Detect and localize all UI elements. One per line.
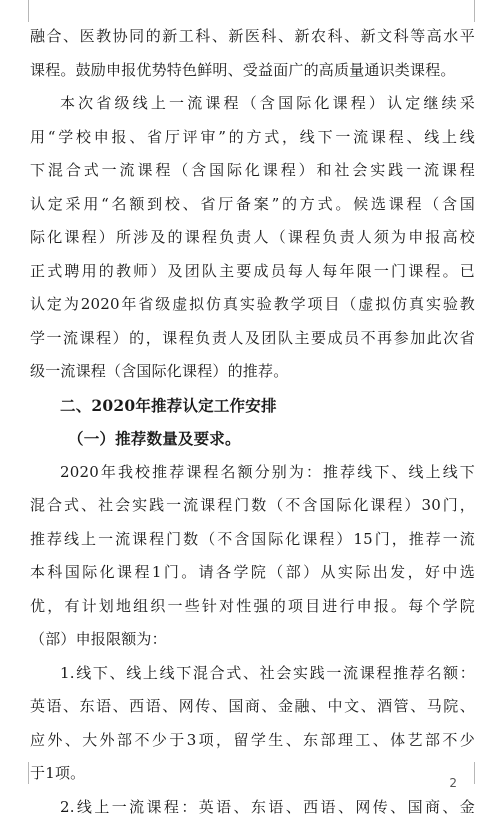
paragraph-line: 用“学校申报、省厅评审”的方式，线下一流课程、线上线 xyxy=(30,121,475,155)
list-item-line: 于1项。 xyxy=(30,757,475,791)
page-number: 2 xyxy=(449,776,457,790)
paragraph-line: 课程。鼓励申报优势特色鲜明、受益面广的高质量通识类课程。 xyxy=(30,54,475,88)
crop-mark xyxy=(474,0,475,22)
paragraph-line: 认定采用“名额到校、省厅备案”的方式。候选课程（含国 xyxy=(30,188,475,222)
paragraph-line: 推荐线上一流课程门数（不含国际化课程）15门，推荐一流 xyxy=(30,523,475,557)
paragraph-line: 优，有计划地组织一些针对性强的项目进行申报。每个学院 xyxy=(30,590,475,624)
paragraph-line: 正式聘用的教师）及团队主要成员每人每年限一门课程。已 xyxy=(30,255,475,289)
paragraph-line: 2020年我校推荐课程名额分别为：推荐线下、线上线下 xyxy=(30,456,475,490)
crop-mark xyxy=(28,762,29,784)
list-item-line: 2.线上一流课程：英语、东语、西语、网传、国商、金 xyxy=(30,791,475,824)
list-item-line: 1.线下、线上线下混合式、社会实践一流课程推荐名额： xyxy=(30,657,475,691)
subsection-heading: （一）推荐数量及要求。 xyxy=(30,422,475,456)
document-body xyxy=(30,20,475,824)
paragraph-line: 混合式、社会实践一流课程门数（不含国际化课程）30门， xyxy=(30,489,475,523)
paragraph-line: 际化课程）所涉及的课程负责人（课程负责人须为申报高校 xyxy=(30,221,475,255)
paragraph-line: 下混合式一流课程（含国际化课程）和社会实践一流课程 xyxy=(30,154,475,188)
section-heading: 二、2020年推荐认定工作安排 xyxy=(30,389,475,423)
paragraph-line: 本科国际化课程1门。请各学院（部）从实际出发，好中选 xyxy=(30,556,475,590)
list-item-line: 英语、东语、西语、网传、国商、金融、中文、酒管、马院、 xyxy=(30,690,475,724)
paragraph-line: （部）申报限额为： xyxy=(30,623,475,657)
paragraph-line: 学一流课程）的，课程负责人及团队主要成员不再参加此次省 xyxy=(30,322,475,356)
paragraph-line: 级一流课程（含国际化课程）的推荐。 xyxy=(30,355,475,389)
paragraph-line: 融合、医教协同的新工科、新医科、新农科、新文科等高水平 xyxy=(30,20,475,54)
crop-mark xyxy=(28,0,29,22)
paragraph-line: 本次省级线上一流课程（含国际化课程）认定继续采 xyxy=(30,87,475,121)
list-item-line: 应外、大外部不少于3项，留学生、东部理工、体艺部不少 xyxy=(30,724,475,758)
paragraph-line: 认定为2020年省级虚拟仿真实验教学项目（虚拟仿真实验教 xyxy=(30,288,475,322)
